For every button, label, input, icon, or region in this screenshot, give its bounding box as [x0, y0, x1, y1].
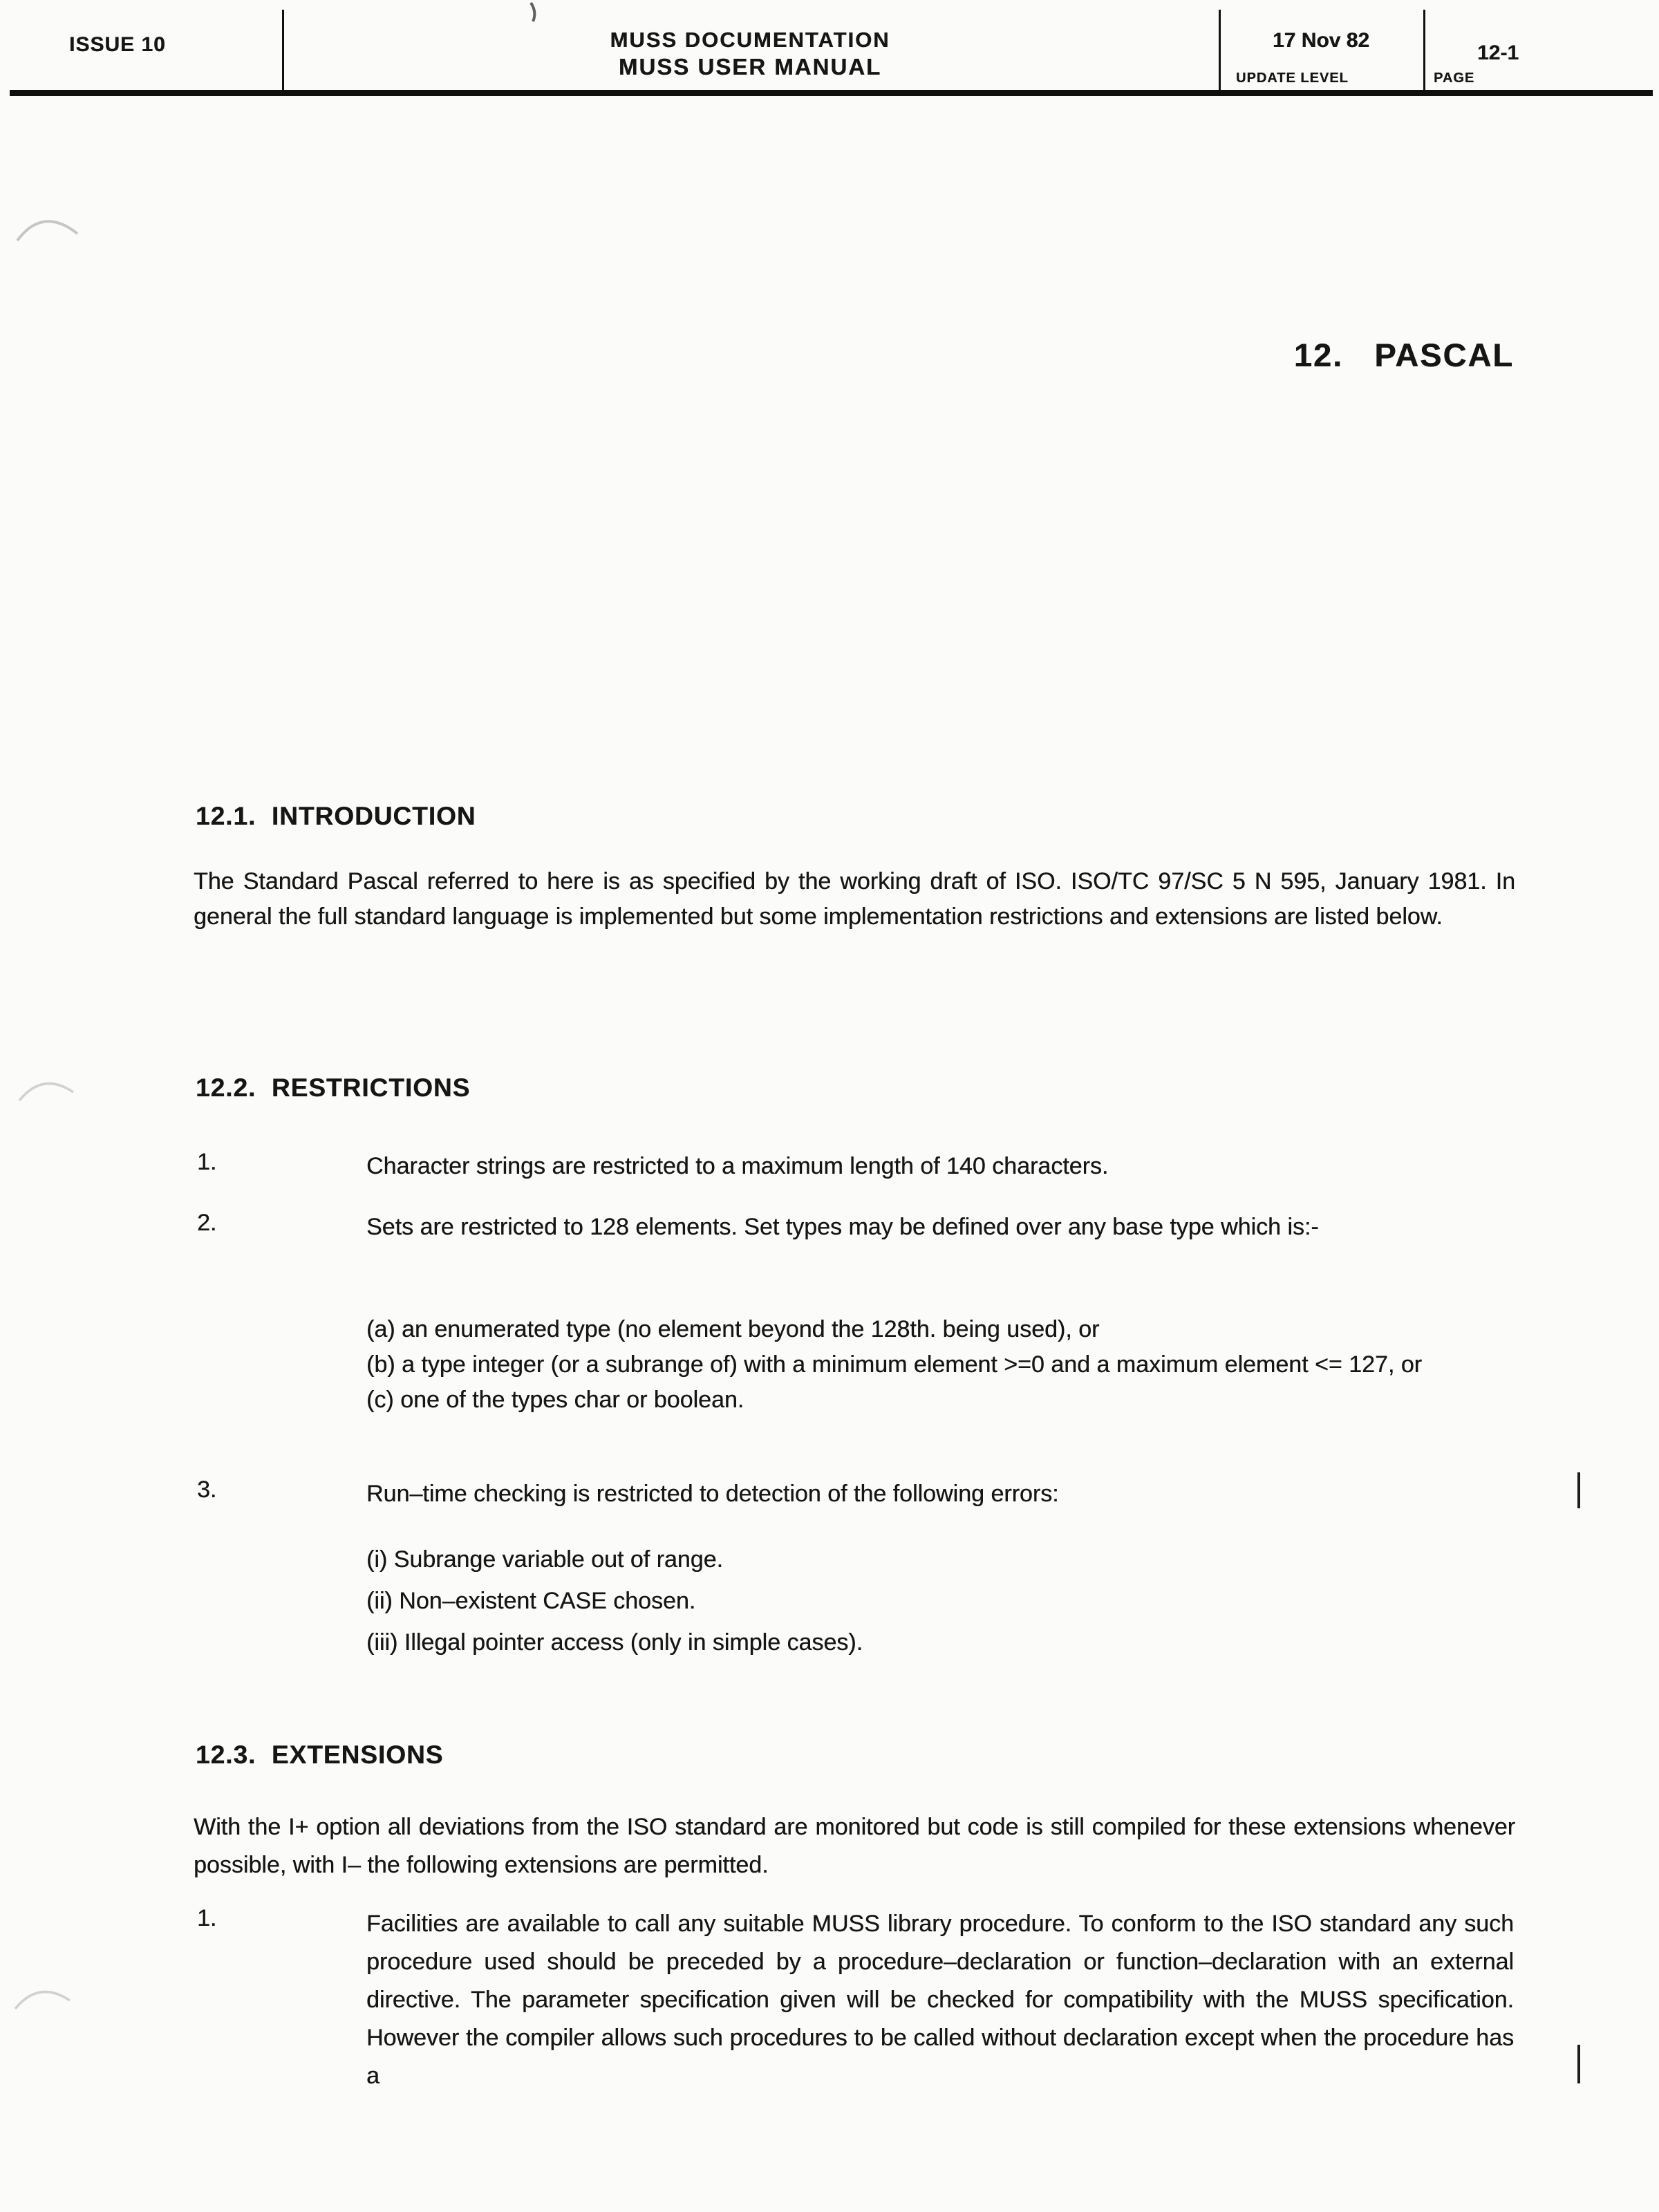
section-heading-introduction: 12.1. INTRODUCTION: [196, 802, 476, 830]
header-update-value: 17 Nov 82: [1272, 29, 1370, 52]
header-page-value: 12-1: [1477, 41, 1519, 64]
scan-artifact-mark-top: [531, 3, 534, 21]
scan-artifact-arc-3: [15, 1992, 70, 2009]
restriction-item-2-sub-b: (b) a type integer (or a subrange of) with a minimum element >=0 and a maximum element <= 127, or: [366, 1351, 1422, 1378]
scan-artifact-arc-1: [17, 221, 77, 241]
restriction-item-2-number: 2.: [197, 1210, 217, 1236]
header-doc-title: [283, 28, 1217, 80]
extension-item-1-text: Facilities are available to call any suitable MUSS library procedure. To conform to the ISO standard any such procedure used should be preceded by a procedure–declaration or function–declaration with an external directive. The parameter specification given will be checked for compatibility with the MUSS specification. However the compiler allows such procedures to be called without declaration except when the procedure has a: [366, 1911, 1514, 2089]
scan-artifact-arc-2: [19, 1084, 73, 1101]
restriction-item-3-sub-ii: (ii) Non–existent CASE chosen.: [366, 1588, 696, 1614]
restriction-item-3-sub-i: (i) Subrange variable out of range.: [366, 1546, 723, 1573]
restriction-item-3-text: Run–time checking is restricted to detection of the following errors:: [366, 1481, 1059, 1507]
restriction-item-3-sub-iii: (iii) Illegal pointer access (only in simple cases).: [366, 1629, 863, 1656]
restriction-item-2-sublist: [366, 1312, 1514, 1418]
section-heading-extensions: 12.3. EXTENSIONS: [196, 1741, 444, 1769]
restriction-item-2-text: Sets are restricted to 128 elements. Set types may be defined over any base type which is:-: [366, 1214, 1319, 1240]
extension-item-1-number: 1.: [197, 1905, 217, 1931]
restriction-item-3-number: 3.: [197, 1477, 217, 1503]
header-issue: ISSUE 10: [69, 33, 166, 56]
restriction-item-2-sub-a: (a) an enumerated type (no element beyond the 128th. being used), or: [366, 1316, 1100, 1342]
restriction-item-1-text: Character strings are restricted to a maximum length of 140 characters.: [366, 1153, 1109, 1179]
restriction-item-1-number: 1.: [197, 1149, 217, 1175]
extensions-paragraph: With the I+ option all deviations from the ISO standard are monitored but code is still compiled for these extensions whenever possible, with I– the following extensions are permitted.: [194, 1814, 1515, 1878]
restriction-item-2-sub-c: (c) one of the types char or boolean.: [366, 1387, 744, 1413]
restriction-item-3-sublist: [366, 1539, 1514, 1663]
header-doc-title-line1: MUSS DOCUMENTATION: [610, 28, 890, 52]
header-doc-title-line2: MUSS USER MANUAL: [618, 54, 882, 79]
change-bar-restriction-3: [1577, 1472, 1580, 1508]
header-update-label: UPDATE LEVEL: [1236, 71, 1349, 86]
change-bar-extension-1: [1577, 2045, 1580, 2083]
section-heading-restrictions: 12.2. RESTRICTIONS: [196, 1074, 471, 1102]
chapter-title: 12. PASCAL: [1293, 337, 1514, 373]
introduction-paragraph: The Standard Pascal referred to here is as specified by the working draft of ISO. ISO/TC 97/SC 5 N 595, January 1981. In general the full standard language is implemented but some implementation restrictions and extensions are listed below.: [194, 868, 1515, 930]
header-bottom-rule: [10, 90, 1653, 96]
header-page-label: PAGE: [1434, 71, 1475, 86]
